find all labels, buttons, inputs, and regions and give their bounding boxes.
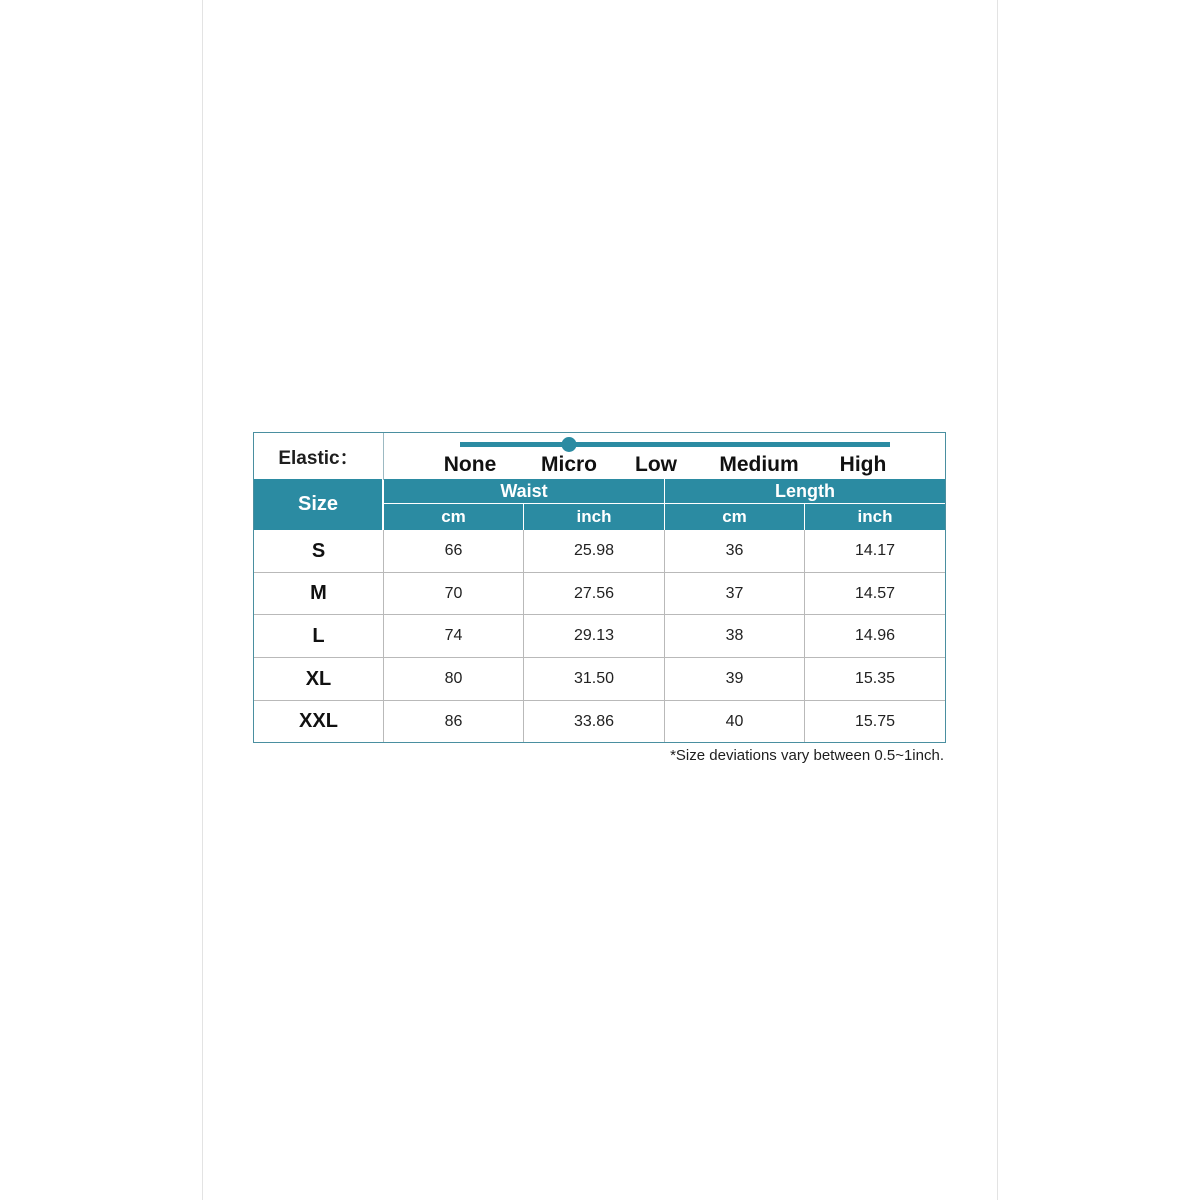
elastic-scale-marker (562, 437, 577, 452)
elastic-level-high: High (839, 453, 887, 476)
header-length-cm: cm (665, 504, 805, 530)
table-cell-length-inch: 14.57 (805, 573, 945, 615)
table-cell-waist-inch: 25.98 (524, 530, 665, 573)
elastic-level-medium: Medium (719, 453, 799, 476)
table-cell-length-cm: 36 (665, 530, 805, 573)
elastic-level-none: None (443, 453, 497, 476)
header-waist-inch: inch (524, 504, 665, 530)
elastic-scale-track (460, 442, 890, 447)
table-cell-waist-inch: 27.56 (524, 573, 665, 615)
table-cell-size: S (254, 530, 384, 573)
table-cell-length-cm: 39 (665, 658, 805, 701)
table-cell-size: L (254, 615, 384, 658)
size-deviation-note: *Size deviations vary between 0.5~1inch. (670, 747, 944, 764)
elastic-label: Elastic： (254, 433, 384, 479)
table-cell-waist-inch: 29.13 (524, 615, 665, 658)
table-cell-length-inch: 15.35 (805, 658, 945, 701)
table-cell-size: M (254, 573, 384, 615)
table-cell-size: XXL (254, 701, 384, 742)
header-size: Size (254, 479, 383, 530)
table-cell-length-inch: 14.96 (805, 615, 945, 658)
table-cell-waist-inch: 33.86 (524, 701, 665, 742)
header-waist: Waist (384, 479, 665, 504)
elastic-scale (384, 433, 945, 479)
elastic-level-micro: Micro (540, 453, 598, 476)
table-cell-waist-cm: 80 (384, 658, 524, 701)
header-length-inch: inch (805, 504, 945, 530)
table-cell-waist-inch: 31.50 (524, 658, 665, 701)
table-cell-waist-cm: 66 (384, 530, 524, 573)
header-waist-cm: cm (384, 504, 524, 530)
table-cell-length-inch: 15.75 (854, 712, 896, 730)
header-length: Length (665, 479, 945, 504)
table-cell-waist-cm: 70 (384, 573, 524, 615)
size-chart-table (253, 432, 946, 743)
table-cell-waist-cm: 74 (384, 615, 524, 658)
table-cell-length-cm: 37 (665, 573, 805, 615)
table-cell-waist-cm: 86 (384, 701, 524, 742)
elastic-row (254, 433, 945, 480)
table-cell-length-inch: 14.17 (805, 530, 945, 573)
table-cell-size: XL (254, 658, 384, 701)
elastic-level-low: Low (635, 453, 677, 476)
table-cell-length-cm: 38 (665, 615, 805, 658)
table-cell-length-cm: 40 (665, 701, 805, 742)
